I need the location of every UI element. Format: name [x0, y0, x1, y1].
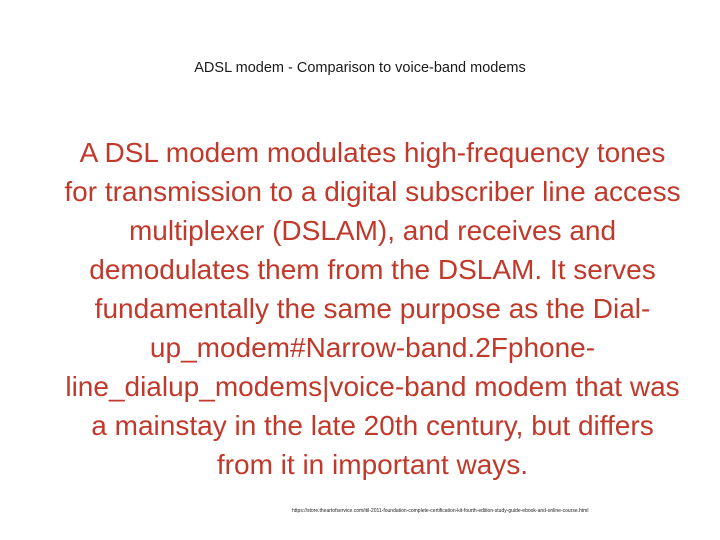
slide-title: ADSL modem - Comparison to voice-band modems	[194, 60, 526, 76]
slide-body-text: A DSL modem modulates high-frequency tones for transmission to a digital subscriber line access multiplexer (DSLAM), and receives and demodulates them from the DSLAM. It serves fundamentally the same purpose as the Dial-up_modem#Narrow-band.2Fphone-line_dialup_modems|voice-band modem that was a mainstay in the late 20th century, but differs from it in important ways.	[64, 137, 681, 480]
source-url-link[interactable]: https://store.theartofservice.com/itil-2011-foundation-complete-certification-kit-fourth-edition-study-guide-ebook-and-online-course.html	[292, 508, 589, 514]
